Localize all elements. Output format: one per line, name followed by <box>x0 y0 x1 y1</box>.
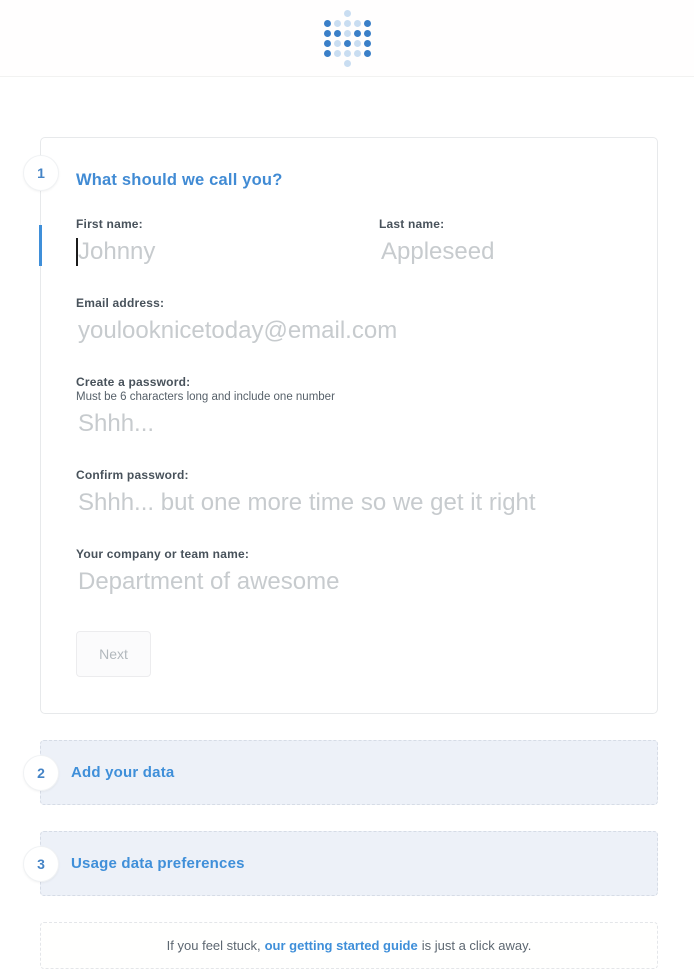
app-header <box>0 0 694 77</box>
step2-number: 2 <box>37 764 45 781</box>
logo-dot <box>354 50 361 57</box>
logo-dot <box>354 10 361 17</box>
next-button[interactable]: Next <box>76 631 151 677</box>
logo-dot <box>364 30 371 37</box>
logo-dot <box>344 50 351 57</box>
logo-dot <box>334 40 341 47</box>
logo-dot <box>364 10 371 17</box>
first-name-input[interactable] <box>76 235 379 269</box>
password-field-group <box>76 375 622 441</box>
last-name-input[interactable] <box>379 235 622 269</box>
password-input-wrap <box>76 407 622 441</box>
step1-title: What should we call you? <box>76 171 283 189</box>
confirm-password-label: Confirm password: <box>76 468 189 482</box>
step3-number-badge <box>23 846 59 882</box>
password-input[interactable] <box>76 407 622 441</box>
logo-dot <box>324 30 331 37</box>
email-input-wrap <box>76 314 622 348</box>
first-name-group <box>76 217 379 269</box>
password-hint: Must be 6 characters long and include one number <box>76 391 335 403</box>
step3-title: Usage data preferences <box>71 855 245 872</box>
logo-dot <box>354 30 361 37</box>
first-name-input-wrap <box>76 235 379 269</box>
logo-dot <box>324 60 331 67</box>
company-label: Your company or team name: <box>76 547 250 561</box>
logo-dot <box>324 50 331 57</box>
first-name-label: First name: <box>76 217 143 231</box>
text-caret <box>76 238 78 266</box>
confirm-password-input-wrap <box>76 486 622 520</box>
step1-number: 1 <box>37 165 45 181</box>
logo-dot <box>324 20 331 27</box>
footer-text-after: is just a click away. <box>421 938 532 953</box>
logo-dot <box>364 50 371 57</box>
logo-dot <box>334 30 341 37</box>
brand-dots-logo-icon <box>324 10 371 67</box>
email-label: Email address: <box>76 296 165 310</box>
logo-dot <box>334 60 341 67</box>
logo-dot <box>324 10 331 17</box>
logo-dot <box>354 60 361 67</box>
password-label: Create a password: <box>76 375 191 389</box>
signup-steps-stack <box>0 137 694 969</box>
step3-number: 3 <box>37 855 45 872</box>
last-name-label: Last name: <box>379 217 445 231</box>
step1-card <box>37 137 658 714</box>
logo-dot <box>344 60 351 67</box>
confirm-password-input[interactable] <box>76 486 622 520</box>
step2-title: Add your data <box>71 764 175 781</box>
logo-dot <box>364 20 371 27</box>
logo-dot <box>344 40 351 47</box>
focused-field-indicator <box>39 225 42 266</box>
logo-dot <box>344 10 351 17</box>
company-input-wrap <box>76 565 622 599</box>
step3-panel[interactable] <box>37 831 658 896</box>
logo-dot <box>344 20 351 27</box>
last-name-group <box>379 217 622 269</box>
help-footer <box>40 922 658 969</box>
last-name-input-wrap <box>379 235 622 269</box>
logo-dot <box>334 50 341 57</box>
email-input[interactable] <box>76 314 622 348</box>
confirm-password-field-group <box>76 468 622 520</box>
getting-started-guide-link[interactable]: our getting started guide <box>264 938 418 953</box>
logo-dot <box>334 10 341 17</box>
logo-dot <box>344 30 351 37</box>
logo-dot <box>334 20 341 27</box>
step2-panel[interactable] <box>37 740 658 805</box>
name-fields-row <box>76 217 622 269</box>
company-field-group <box>76 547 622 599</box>
logo-dot <box>354 20 361 27</box>
company-input[interactable] <box>76 565 622 599</box>
logo-dot <box>364 60 371 67</box>
logo-dot <box>354 40 361 47</box>
logo-dot <box>324 40 331 47</box>
step2-number-badge <box>23 755 59 791</box>
footer-text-before: If you feel stuck, <box>166 938 261 953</box>
email-field-group <box>76 296 622 348</box>
step1-number-badge <box>23 155 59 191</box>
logo-dot <box>364 40 371 47</box>
